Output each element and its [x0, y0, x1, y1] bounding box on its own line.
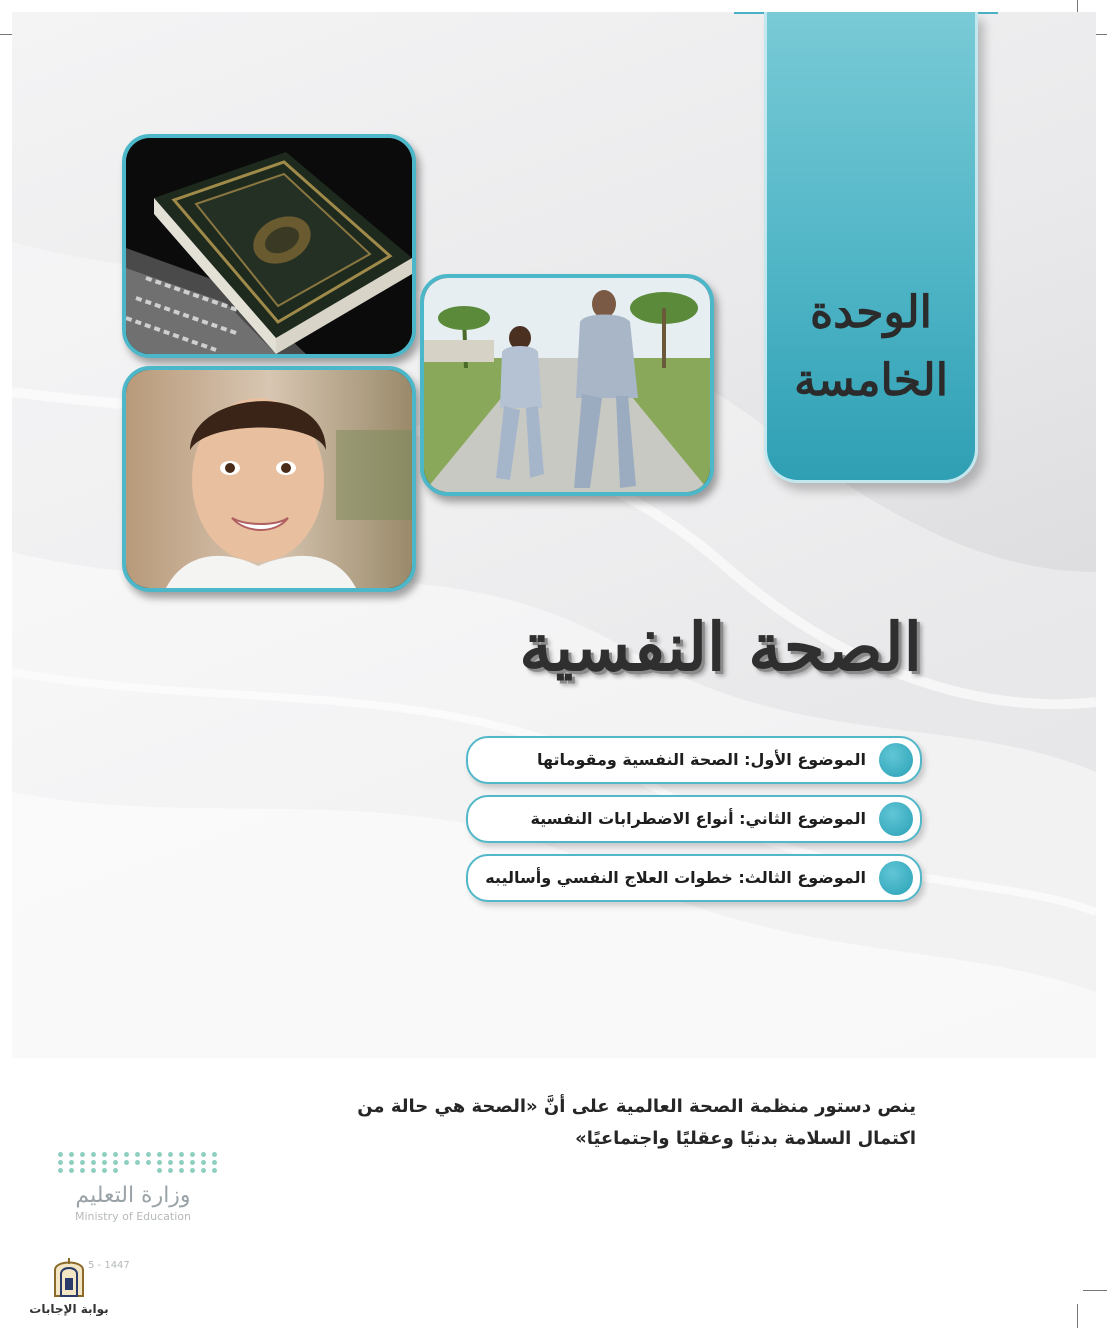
unit-title-line1: الوحدة	[810, 287, 932, 338]
unit-tab	[764, 12, 978, 483]
quote-line-1: ينص دستور منظمة الصحة العالمية على أنَّ «الصحة هي حالة من	[357, 1096, 916, 1117]
bullet-circle-icon	[879, 861, 913, 895]
watermark-label: بوابة الإجابات	[29, 1302, 109, 1316]
walking-photo	[420, 274, 714, 496]
topic-label: الموضوع الثاني:	[739, 809, 866, 828]
lantern-icon	[49, 1254, 89, 1298]
topic-item-3	[466, 854, 922, 902]
topic-item-1	[466, 736, 922, 784]
boy-portrait-photo	[122, 366, 416, 592]
topic-label: الموضوع الثالث:	[738, 868, 866, 887]
quran-photo	[122, 134, 416, 358]
ministry-name-en: Ministry of Education	[74, 1210, 191, 1223]
page-title: الصحة النفسية	[519, 608, 922, 686]
topic-text: خطوات العلاج النفسي وأساليبه	[485, 868, 733, 887]
crop-mark	[1077, 1304, 1078, 1328]
ministry-dots-icon	[58, 1152, 208, 1173]
topic-text: الصحة النفسية ومقوماتها	[536, 750, 739, 769]
topic-text: أنواع الاضطرابات النفسية	[530, 809, 734, 828]
bullet-circle-icon	[879, 802, 913, 836]
crop-mark	[1083, 1290, 1107, 1291]
topic-label: الموضوع الأول:	[744, 750, 866, 769]
topic-item-2	[466, 795, 922, 843]
unit-title-line2: الخامسة	[794, 355, 948, 406]
quote-line-2: اكتمال السلامة بدنيًا وعقليًا واجتماعيًا»	[575, 1128, 916, 1149]
page-background	[12, 12, 1096, 1058]
ministry-logo	[58, 1152, 208, 1223]
ministry-name-ar: وزارة التعليم	[75, 1183, 191, 1208]
bullet-circle-icon	[879, 743, 913, 777]
ministry-year: 5 - 1447	[88, 1260, 130, 1271]
site-watermark	[28, 1254, 110, 1316]
